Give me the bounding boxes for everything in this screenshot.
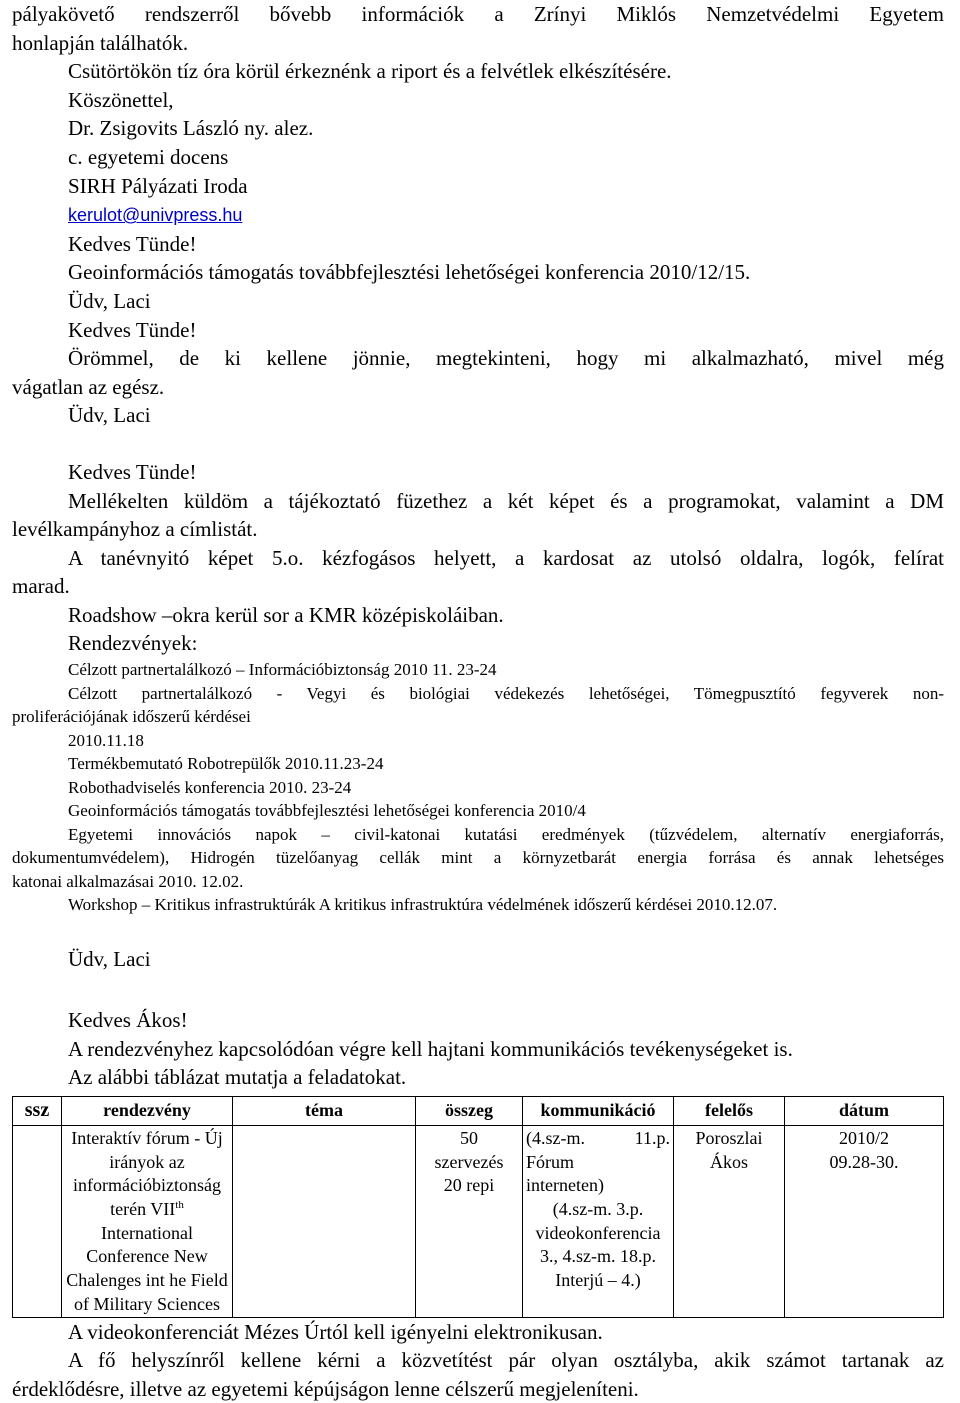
paragraph-line: pályakövető rendszerről bővebb információk a Zrínyi Miklós Nemzetvédelmi Egyetem [12, 2, 944, 26]
event-item: 2010.11.18 [68, 730, 144, 750]
email-link[interactable]: kerulot@univpress.hu [68, 205, 243, 226]
table-row [13, 1125, 944, 1317]
video-line: A videokonferenciát Mézes Úrtól kell igényelni elektronikusan. [68, 1319, 603, 1344]
paragraph-line: honlapján találhatók. [12, 30, 189, 55]
greeting-tunde: Kedves Tünde! [68, 317, 197, 342]
greeting-tunde: Kedves Tünde! [68, 231, 197, 256]
table-header-row [13, 1096, 944, 1125]
visit-note: Csütörtökön tíz óra körül érkeznénk a riport és a felvétlek elkészítésére. [68, 59, 672, 84]
greeting-akos: Kedves Ákos! [68, 1008, 188, 1033]
event-item: Célzott partnertalálkozó – Információbiztonság 2010 11. 23-24 [68, 660, 497, 680]
closing-laci: Üdv, Laci [68, 946, 151, 971]
paragraph-line: vágatlan az egész. [12, 374, 165, 399]
document-page [12, 0, 944, 1403]
signature-office: SIRH Pályázati Iroda [68, 173, 248, 198]
roadshow-line: Roadshow –okra kerül sor a KMR középiskoláiban. [68, 602, 504, 627]
header-felelos: felelős [674, 1096, 785, 1125]
header-rendezveny: rendezvény [62, 1096, 233, 1125]
event-item: proliferációjának időszerű kérdései [12, 707, 251, 727]
cell-tema [233, 1125, 416, 1317]
akos-line: A rendezvényhez kapcsolódóan végre kell hajtani kommunikációs tevékenységeket is. [68, 1036, 793, 1061]
cell-rendezveny: Interaktív fórum - Új irányok az információbiztonság terén VIIth International Conference New Chalenges int he Field of Military Sciences [62, 1125, 233, 1317]
signature-email-line [12, 200, 944, 230]
paragraph-line: Örömmel, de ki kellene jönnie, megtekinteni, hogy mi alkalmazható, mivel még [68, 346, 944, 371]
event-item: Workshop – Kritikus infrastruktúrák A kritikus infrastruktúra védelmének időszerű kérdései 2010.12.07. [68, 895, 778, 915]
akos-line: Az alábbi táblázat mutatja a feladatokat. [68, 1065, 407, 1090]
cell-osszeg: 50 szervezés 20 repi [416, 1125, 523, 1317]
tasks-table [12, 1096, 944, 1318]
event-item: Egyetemi innovációs napok – civil-katonai kutatási eredmények (tűzvédelem, alternatív energiaforrás, [68, 824, 944, 844]
paragraph-line: marad. [12, 574, 70, 599]
paragraph-line: Mellékelten küldöm a tájékoztató füzethez a két képet és a programokat, valamint a DM [68, 488, 944, 513]
header-osszeg: összeg [416, 1096, 523, 1125]
cell-datum: 2010/2 09.28-30. [785, 1125, 944, 1317]
header-datum: dátum [785, 1096, 944, 1125]
header-kommunikacio: kommunikáció [523, 1096, 674, 1125]
header-tema: téma [233, 1096, 416, 1125]
events-heading: Rendezvények: [68, 631, 198, 656]
conference-line: Geoinformációs támogatás továbbfejlesztési lehetőségei konferencia 2010/12/15. [68, 260, 751, 285]
signature-thanks: Köszönettel, [68, 87, 174, 112]
paragraph-line: levélkampányhoz a címlistát. [12, 517, 258, 542]
event-item: Robothadviselés konferencia 2010. 23-24 [68, 777, 352, 797]
signature-name: Dr. Zsigovits László ny. alez. [68, 116, 314, 141]
event-item: katonai alkalmazásai 2010. 12.02. [12, 871, 244, 891]
header-ssz: ssz [13, 1096, 62, 1125]
paragraph-line: érdeklődésre, illetve az egyetemi képújságon lenne célszerű megjeleníteni. [12, 1376, 639, 1401]
cell-kommunikacio: (4.sz-m. 11.p. Fórum interneten) (4.sz-m. 3.p. videokonferencia 3., 4.sz-m. 18.p. Interjú – 4.) [523, 1125, 674, 1317]
cell-ssz [13, 1125, 62, 1317]
closing-laci: Üdv, Laci [68, 288, 151, 313]
greeting-tunde: Kedves Tünde! [68, 459, 197, 484]
paragraph-line: A fő helyszínről kellene kérni a közvetítést pár olyan osztályba, akik számot tartanak az [68, 1348, 944, 1373]
event-item: Termékbemutató Robotrepülők 2010.11.23-24 [68, 754, 384, 774]
event-item: Geoinformációs támogatás továbbfejlesztési lehetőségei konferencia 2010/4 [68, 801, 586, 821]
closing-laci: Üdv, Laci [68, 403, 151, 428]
cell-felelos: Poroszlai Ákos [674, 1125, 785, 1317]
signature-title: c. egyetemi docens [68, 144, 229, 169]
event-item: dokumentumvédelem), Hidrogén tüzelőanyag cellák mint a környzetbarát energia forrása és annak lehetséges [12, 848, 944, 868]
event-item: Célzott partnertalálkozó - Vegyi és biológiai védekezés lehetőségei, Tömegpusztító fegyverek non- [68, 683, 944, 703]
paragraph-line: A tanévnyitó képet 5.o. kézfogásos helyett, a kardosat az utolsó oldalra, logók, felírat [68, 545, 944, 570]
